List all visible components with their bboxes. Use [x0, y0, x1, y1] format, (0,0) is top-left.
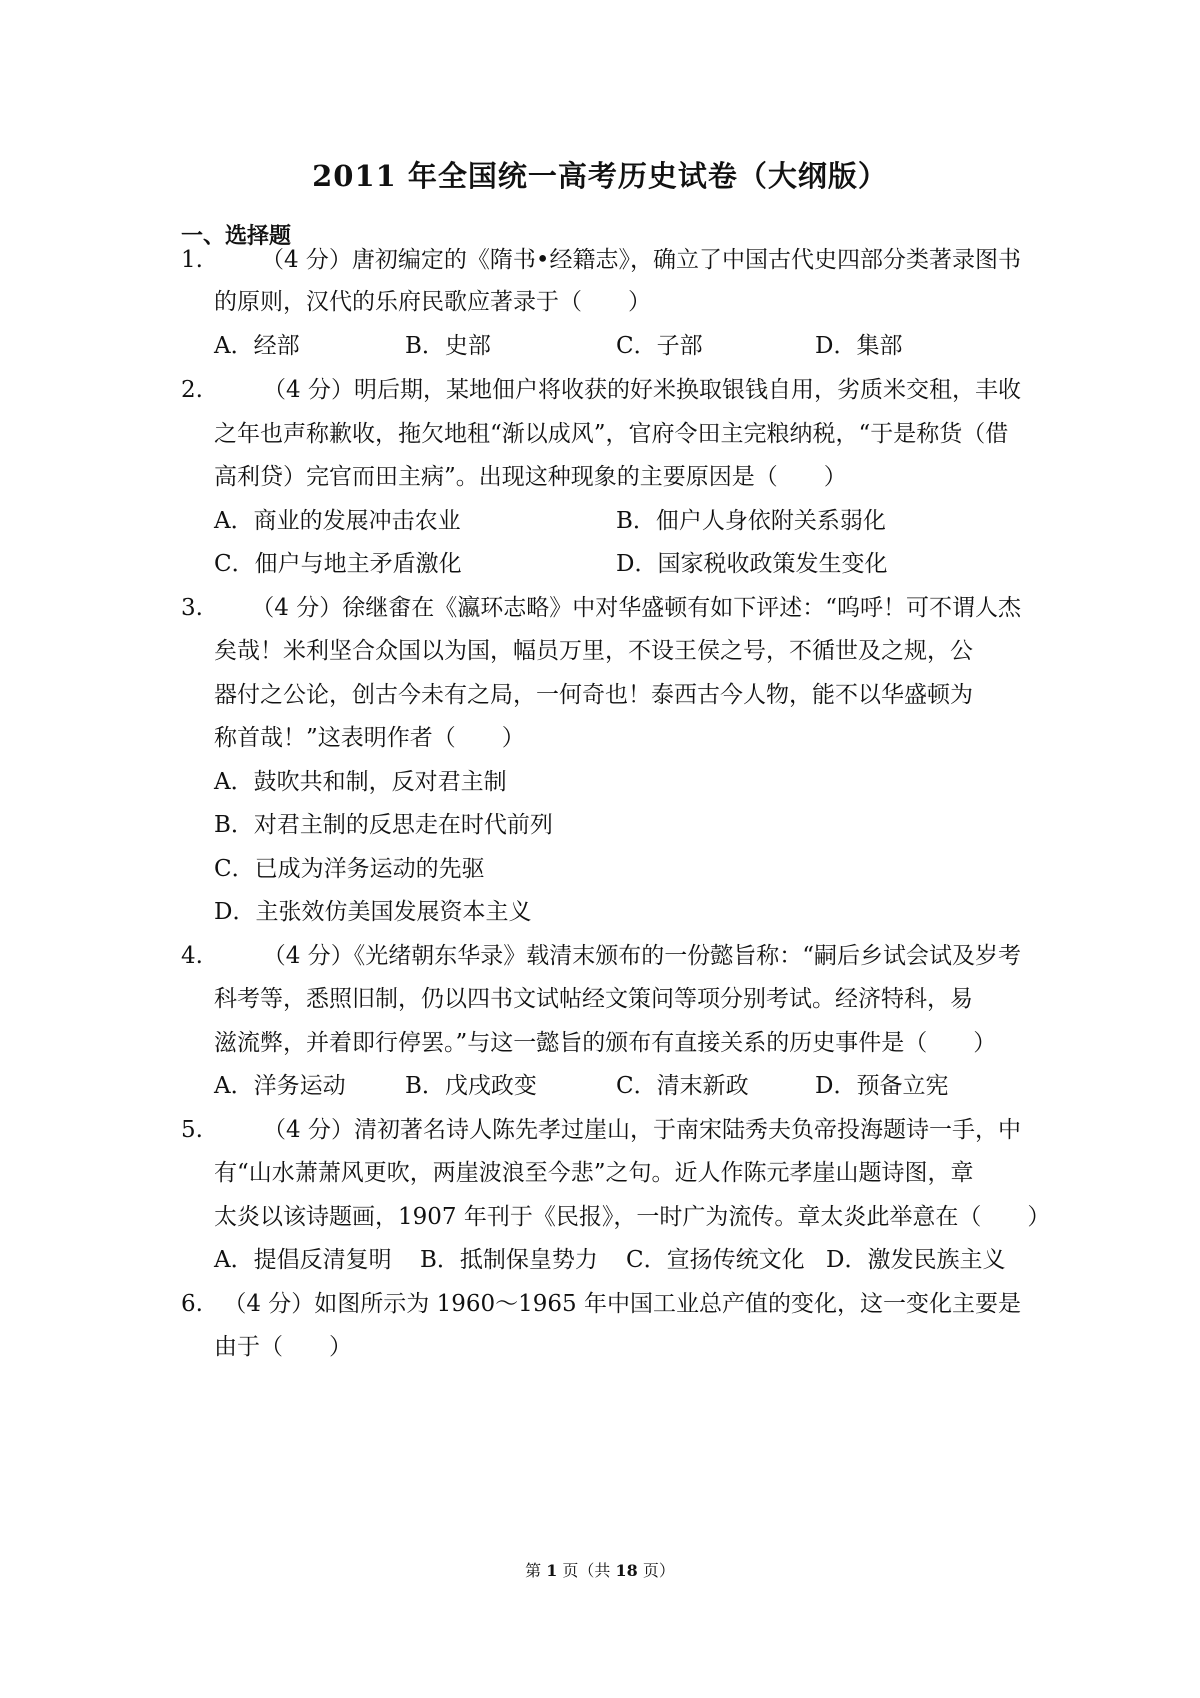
- footer-mid: 页（共: [557, 1561, 616, 1580]
- question-4-text-1: （4 分）《光绪朝东华录》载清末颁布的一份懿旨称：“嗣后乡试会试及岁考: [262, 943, 1021, 969]
- question-5-text-1: （4 分）清初著名诗人陈先孝过崖山，于南宋陆秀夫负帝投海题诗一手，中: [263, 1117, 1021, 1143]
- question-4-option-c: C．清末新政: [616, 1073, 749, 1099]
- question-5-number: 5.: [181, 1117, 203, 1143]
- footer-post: 页）: [637, 1561, 675, 1580]
- question-3-line-4: 称首哉！”这表明作者（ ）: [214, 725, 525, 751]
- question-4-option-b: B．戊戌政变: [405, 1073, 537, 1099]
- question-4-line-3: 滋流弊，并着即行停罢。”与这一懿旨的颁布有直接关系的历史事件是（ ）: [214, 1030, 997, 1056]
- question-3-number: 3.: [181, 595, 203, 621]
- question-3-text-1: （4 分）徐继畬在《瀛环志略》中对华盛顿有如下评述：“呜呼！可不谓人杰: [251, 595, 1021, 621]
- question-3-option-d: D．主张效仿美国发展资本主义: [214, 899, 532, 925]
- question-3-line-3: 器付之公论，创古今未有之局，一何奇也！泰西古今人物，能不以华盛顿为: [214, 682, 973, 708]
- question-5-option-c: C．宣扬传统文化: [626, 1247, 805, 1273]
- question-4-number: 4.: [181, 943, 203, 969]
- question-5-option-b: B．抵制保皇势力: [420, 1247, 598, 1273]
- question-1-option-d: D．集部: [815, 333, 903, 359]
- question-2-option-a: A．商业的发展冲击农业: [214, 508, 461, 534]
- question-4-option-d: D．预备立宪: [815, 1073, 949, 1099]
- question-3-option-a: A．鼓吹共和制，反对君主制: [214, 769, 507, 795]
- footer-page-number: 1: [546, 1561, 558, 1580]
- question-6-text-1: （4 分）如图所示为 1960～1965 年中国工业总产值的变化，这一变化主要是: [223, 1291, 1021, 1317]
- question-1-option-b: B．史部: [405, 333, 491, 359]
- question-1-line-2: 的原则，汉代的乐府民歌应著录于（ ）: [214, 289, 651, 315]
- question-6-line-1: [181, 1289, 1021, 1319]
- question-3-line-2: 矣哉！米利坚合众国以为国，幅员万里，不设王侯之号，不循世及之规，公: [214, 638, 973, 664]
- question-2-line-2: 之年也声称歉收，拖欠地租“渐以成风”，官府令田主完粮纳税，“于是称货（借: [214, 421, 1009, 447]
- question-2-text-1: （4 分）明后期，某地佃户将收获的好米换取银钱自用，劣质米交租，丰收: [263, 377, 1021, 403]
- question-5-option-d: D．激发民族主义: [826, 1247, 1006, 1273]
- question-5-option-a: A．提倡反清复明: [214, 1247, 392, 1273]
- question-4-line-2: 科考等，悉照旧制，仍以四书文试帖经文策问等项分别考试。经济特科，易: [214, 986, 973, 1012]
- question-3-option-c: C．已成为洋务运动的先驱: [214, 856, 485, 882]
- question-1-option-a: A．经部: [214, 333, 300, 359]
- question-2-number: 2.: [181, 377, 203, 403]
- question-2-option-c: C．佃户与地主矛盾激化: [214, 551, 462, 577]
- question-4-option-a: A．洋务运动: [214, 1073, 346, 1099]
- footer-total-pages: 18: [615, 1561, 638, 1580]
- page-footer: [0, 1558, 1200, 1581]
- question-4-line-1: [181, 941, 1021, 971]
- question-2-line-1: [181, 375, 1021, 405]
- question-5-line-3: 太炎以该诗题画，1907 年刊于《民报》，一时广为流传。章太炎此举意在（ ）: [214, 1204, 1051, 1230]
- question-1-text-1: （4 分）唐初编定的《隋书•经籍志》，确立了中国古代史四部分类著录图书: [260, 247, 1021, 273]
- question-3-option-b: B．对君主制的反思走在时代前列: [214, 812, 553, 838]
- question-2-option-d: D．国家税收政策发生变化: [616, 551, 888, 577]
- question-3-line-1: [181, 593, 1021, 623]
- question-2-option-b: B．佃户人身依附关系弱化: [616, 508, 886, 534]
- question-1-option-c: C．子部: [616, 333, 703, 359]
- footer-pre: 第: [525, 1561, 547, 1580]
- question-5-line-2: 有“山水萧萧风更吹，两崖波浪至今悲”之句。近人作陈元孝崖山题诗图，章: [214, 1160, 974, 1186]
- question-6-number: 6.: [181, 1291, 203, 1317]
- section-heading: 一、选择题: [181, 224, 292, 249]
- page-title: 2011 年全国统一高考历史试卷（大纲版）: [312, 159, 888, 193]
- question-5-line-1: [181, 1115, 1021, 1145]
- question-1-line-1: [181, 245, 1021, 275]
- question-6-line-2: 由于（ ）: [214, 1334, 352, 1360]
- question-1-number: 1.: [181, 247, 203, 273]
- question-2-line-3: 高利贷）完官而田主病”。出现这种现象的主要原因是（ ）: [214, 464, 847, 490]
